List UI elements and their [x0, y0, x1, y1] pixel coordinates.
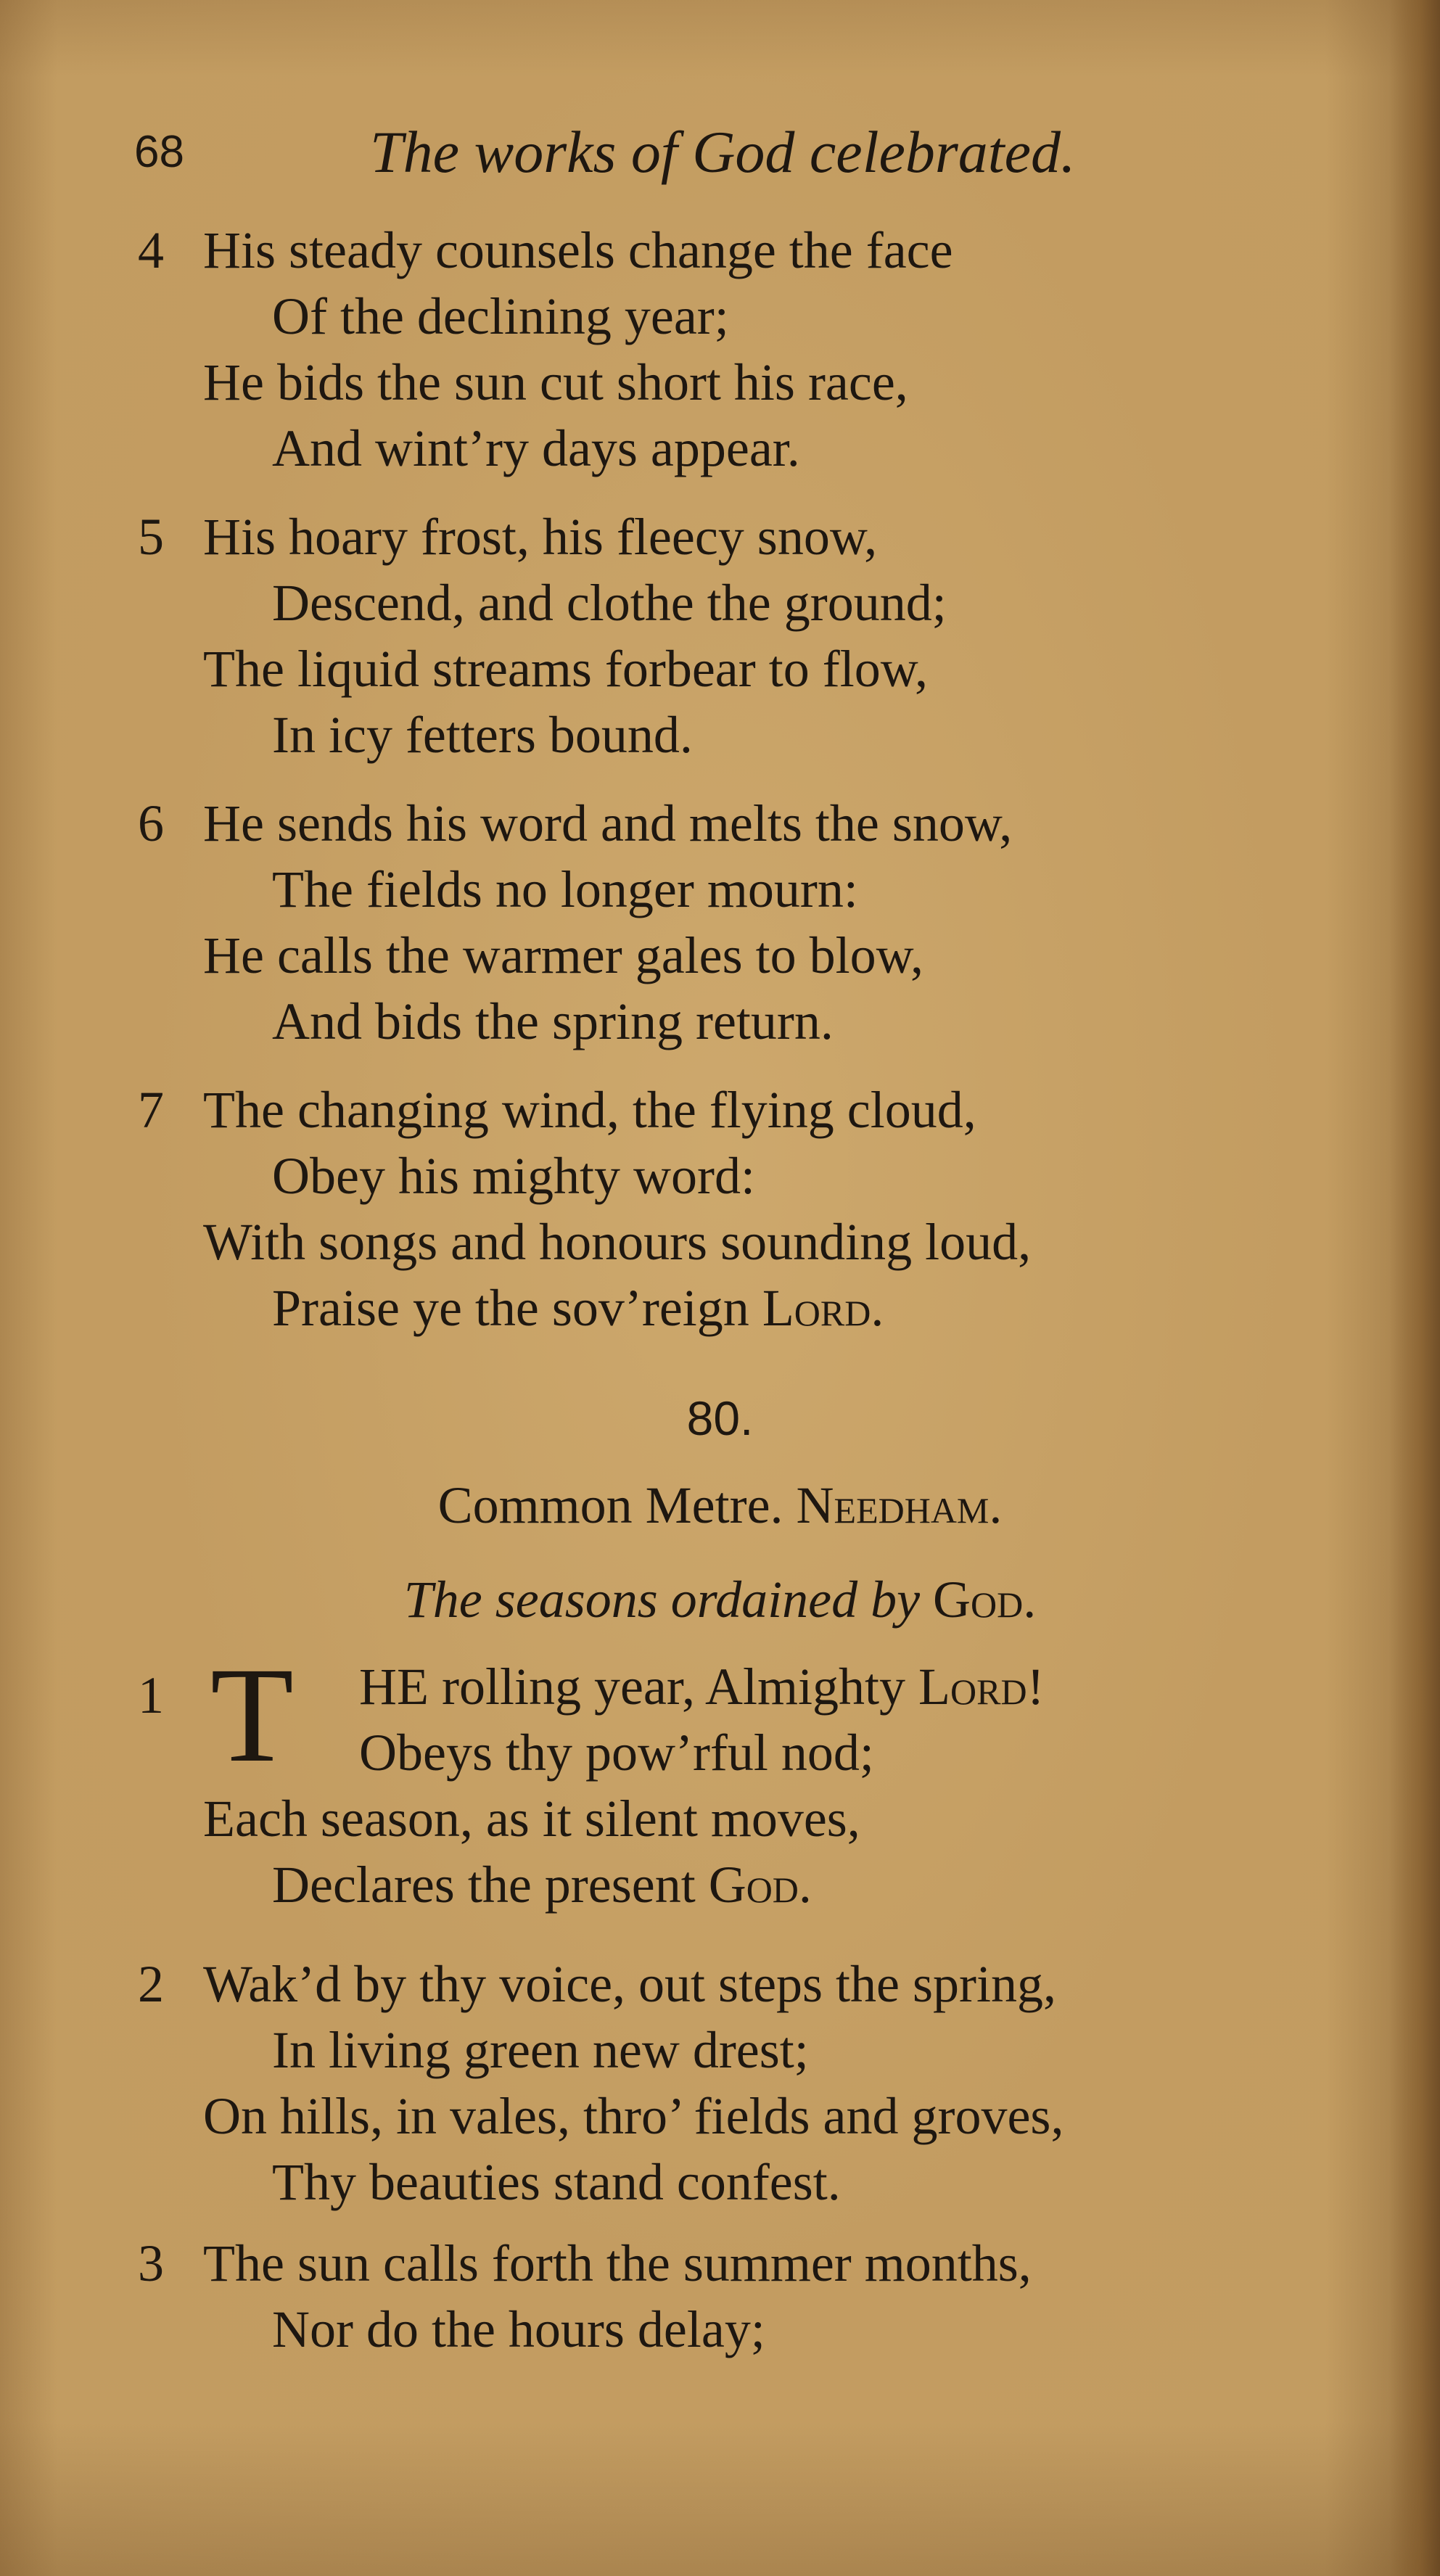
verse-line-text: Declares the present: [272, 1856, 709, 1914]
verse-line: And wint’ry days appear.: [272, 419, 800, 477]
verse-line-text: Praise ye the sov’reign: [272, 1279, 762, 1337]
stanza-number: 4: [138, 221, 164, 279]
hymn-stanza-2: [138, 1951, 1342, 2215]
verse-line: Descend, and clothe the ground;: [272, 574, 947, 632]
page-number: 68: [134, 127, 184, 177]
verse-line: Each season, as it silent moves,: [203, 1790, 860, 1848]
verse-line: Obey his mighty word:: [272, 1147, 755, 1205]
tune-line: [0, 1469, 1440, 1542]
stanza-number: 1: [138, 1666, 164, 1724]
verse-line: Wak’d by thy voice, out steps the spring,: [203, 1955, 1057, 2013]
hymn-subject: [0, 1563, 1440, 1636]
stanza-5: [138, 504, 1342, 768]
verse-line: In icy fetters bound.: [272, 706, 693, 764]
stanza-6: [138, 791, 1342, 1055]
stanza-number: 2: [138, 1955, 164, 2013]
hymn-stanza-1: [138, 1639, 1342, 1918]
page-title: The works of God celebrated.: [370, 119, 1076, 185]
page-gutter-shadow: [1389, 0, 1440, 2576]
stanza-7: [138, 1077, 1342, 1341]
subject-end: God.: [933, 1571, 1037, 1629]
verse-line: Obeys thy pow’rful nod;: [359, 1724, 874, 1782]
stanza-number: 7: [138, 1081, 164, 1139]
verse-line: [272, 1852, 812, 1918]
hymn-number: 80.: [686, 1391, 754, 1445]
verse-line: Nor do the hours delay;: [272, 2300, 765, 2358]
verse-line: His hoary frost, his fleecy snow,: [203, 508, 878, 566]
verse-line: With songs and honours sounding loud,: [203, 1213, 1032, 1271]
stanza-number: 6: [138, 794, 164, 852]
stanza-4: [138, 218, 1342, 482]
running-head: [134, 109, 1222, 196]
verse-line-text: HE rolling year, Almighty: [359, 1658, 919, 1716]
verse-line: [359, 1654, 1045, 1720]
subject-text: The seasons ordained by: [403, 1571, 921, 1629]
verse-line: His steady counsels change the face: [203, 221, 953, 279]
drop-cap: T: [210, 1639, 294, 1790]
small-caps-word: Lord!: [918, 1658, 1045, 1716]
verse-line: On hills, in vales, thro’ fields and groves,: [203, 2087, 1064, 2145]
small-caps-word: Lord.: [762, 1279, 884, 1337]
verse-line: The liquid streams forbear to flow,: [203, 640, 929, 698]
stanza-number: 3: [138, 2234, 164, 2292]
stanza-number: 5: [138, 508, 164, 566]
verse-line: Of the declining year;: [272, 287, 729, 345]
tune-name: Needham.: [796, 1476, 1003, 1534]
verse-line: He sends his word and melts the snow,: [203, 794, 1013, 852]
verse-line: The fields no longer mourn:: [272, 860, 858, 918]
small-caps-word: God.: [708, 1856, 812, 1914]
hymn-stanza-3: [138, 2231, 1342, 2363]
verse-line: The changing wind, the flying cloud,: [203, 1081, 976, 1139]
verse-line: [272, 1275, 884, 1341]
verse-line: And bids the spring return.: [272, 992, 834, 1050]
verse-line: He calls the warmer gales to blow,: [203, 926, 923, 984]
verse-line: The sun calls forth the summer months,: [203, 2234, 1032, 2292]
metre: Common Metre.: [437, 1476, 783, 1534]
verse-line: Thy beauties stand confest.: [272, 2153, 841, 2211]
verse-line: In living green new drest;: [272, 2021, 809, 2079]
verse-line: He bids the sun cut short his race,: [203, 353, 908, 411]
